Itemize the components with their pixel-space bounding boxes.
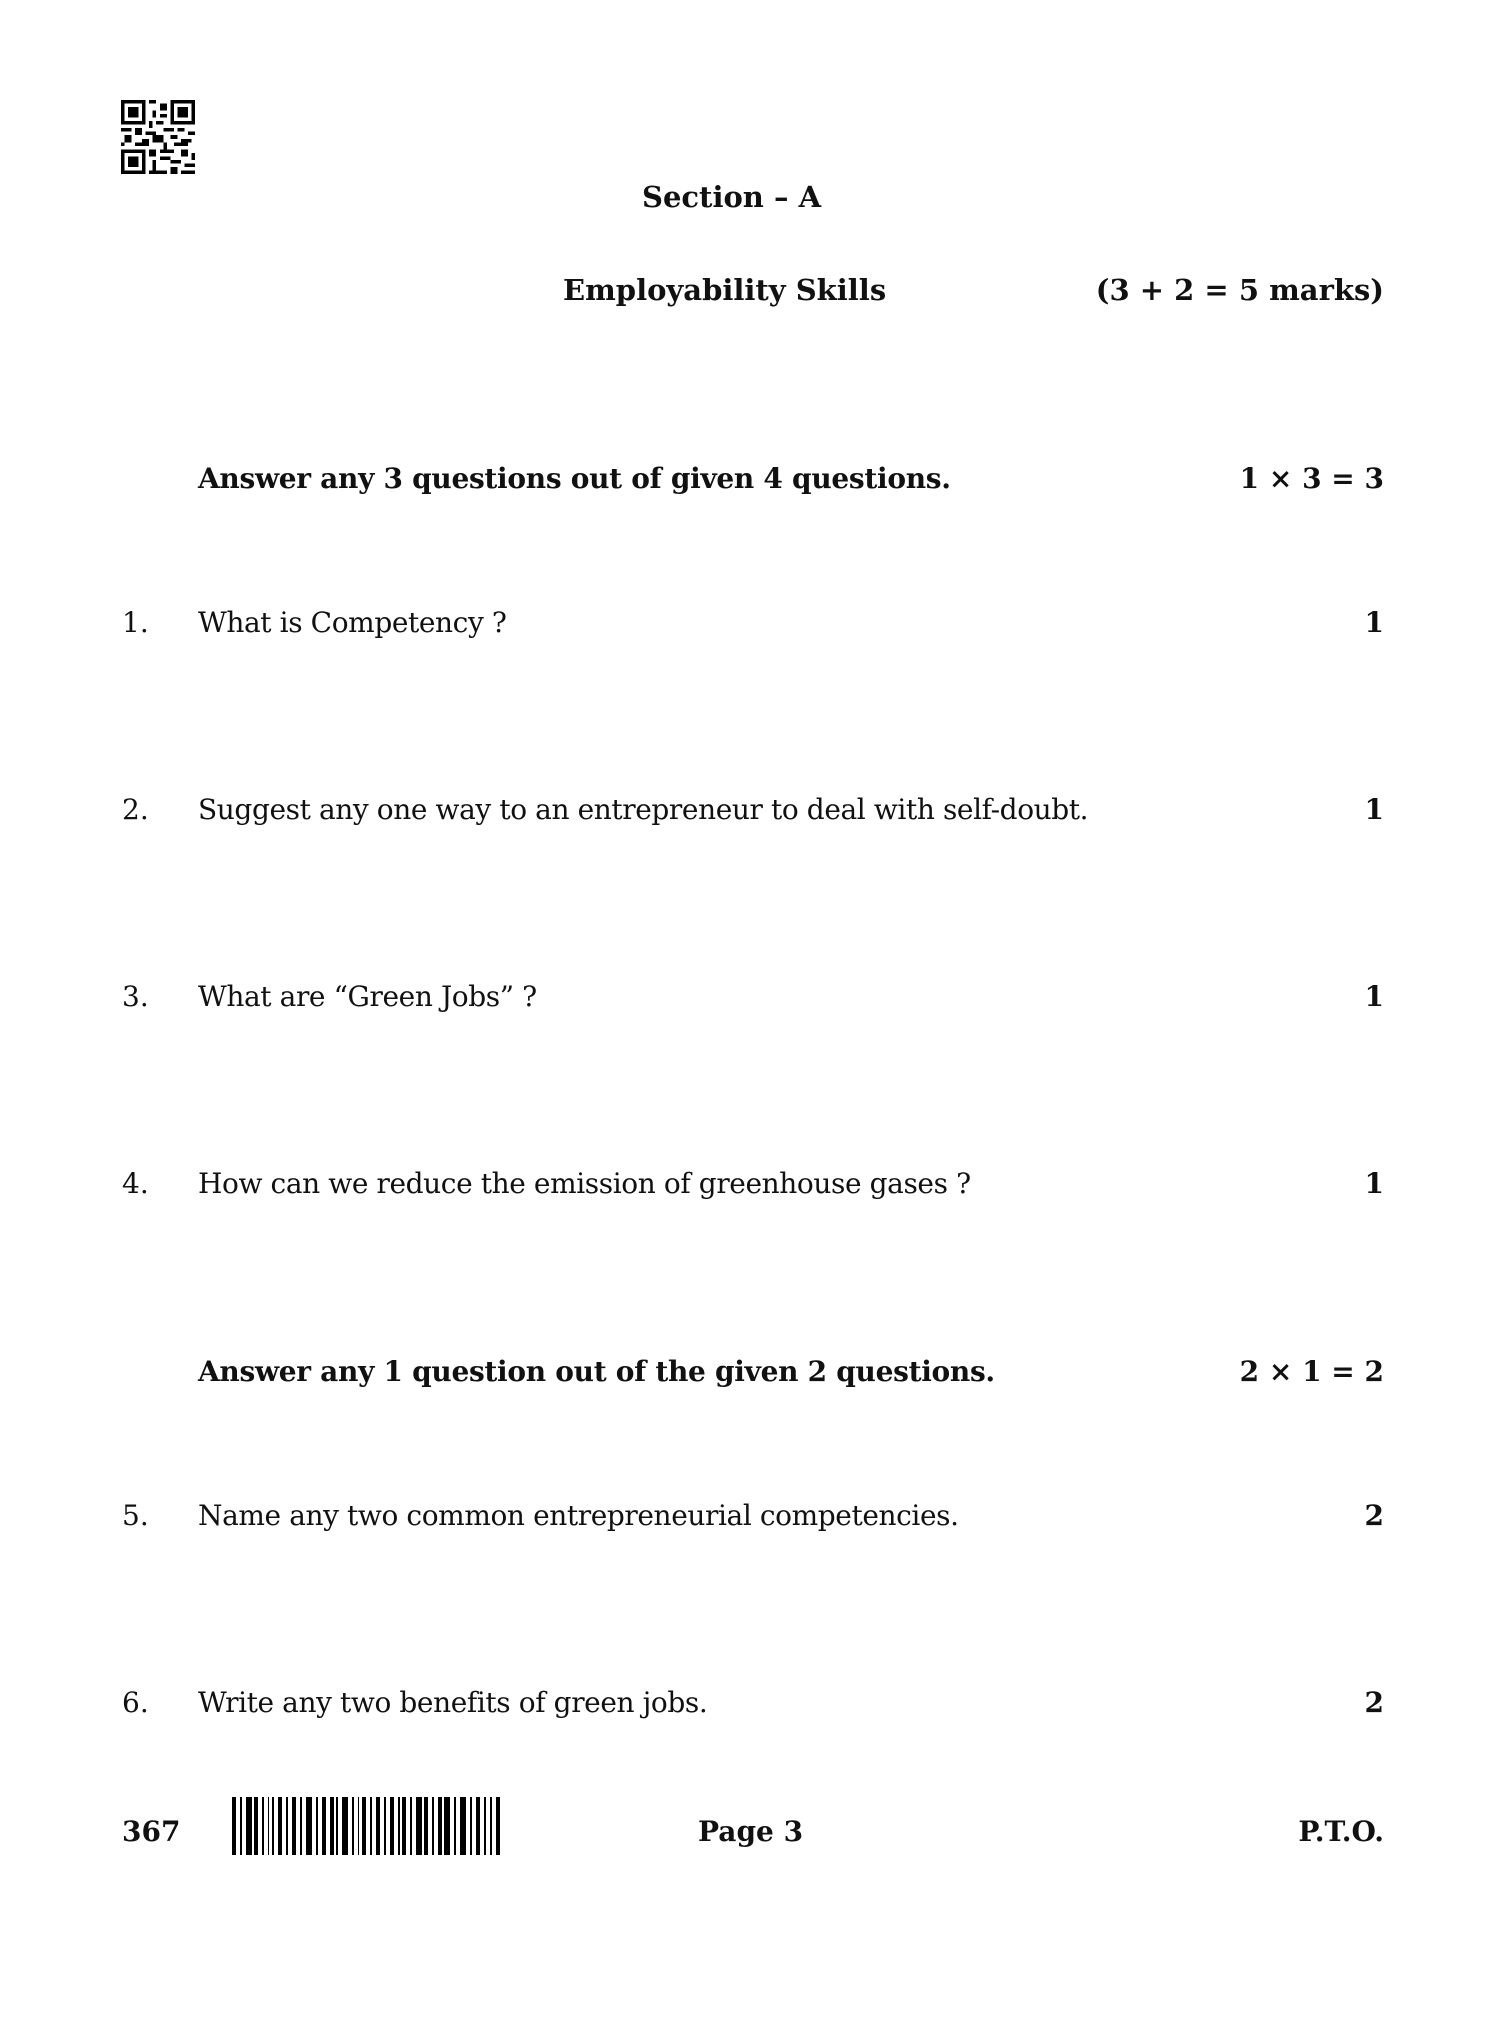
question-marks: 1 <box>1364 1167 1384 1200</box>
question-text: How can we reduce the emission of greenhouse gases ? <box>198 1167 971 1200</box>
subject-title: Employability Skills <box>563 273 887 307</box>
question-number: 2. <box>122 793 149 826</box>
qr-code-icon <box>121 100 195 174</box>
question-number: 6. <box>122 1686 149 1719</box>
question-marks: 2 <box>1364 1499 1384 1532</box>
paper-code: 367 <box>122 1815 181 1848</box>
question-number: 3. <box>122 980 149 1013</box>
pto-label: P.T.O. <box>1298 1815 1384 1848</box>
instruction-group-1: Answer any 3 questions out of given 4 questions. <box>198 462 951 495</box>
marks-formula-group-1: 1 × 3 = 3 <box>1239 462 1384 495</box>
question-marks: 1 <box>1364 980 1384 1013</box>
question-marks: 2 <box>1364 1686 1384 1719</box>
question-number: 4. <box>122 1167 149 1200</box>
subject-marks: (3 + 2 = 5 marks) <box>1095 273 1384 307</box>
question-text: Name any two common entrepreneurial competencies. <box>198 1499 959 1532</box>
question-text: Write any two benefits of green jobs. <box>198 1686 708 1719</box>
marks-formula-group-2: 2 × 1 = 2 <box>1239 1355 1384 1388</box>
section-title: Section – A <box>642 180 822 214</box>
question-text: Suggest any one way to an entrepreneur to deal with self-doubt. <box>198 793 1089 826</box>
instruction-group-2: Answer any 1 question out of the given 2 questions. <box>198 1355 995 1388</box>
question-number: 5. <box>122 1499 149 1532</box>
question-number: 1. <box>122 606 149 639</box>
question-text: What are “Green Jobs” ? <box>198 980 537 1013</box>
question-marks: 1 <box>1364 793 1384 826</box>
question-marks: 1 <box>1364 606 1384 639</box>
question-text: What is Competency ? <box>198 606 507 639</box>
barcode-icon <box>232 1797 500 1855</box>
page-number: Page 3 <box>698 1815 804 1848</box>
